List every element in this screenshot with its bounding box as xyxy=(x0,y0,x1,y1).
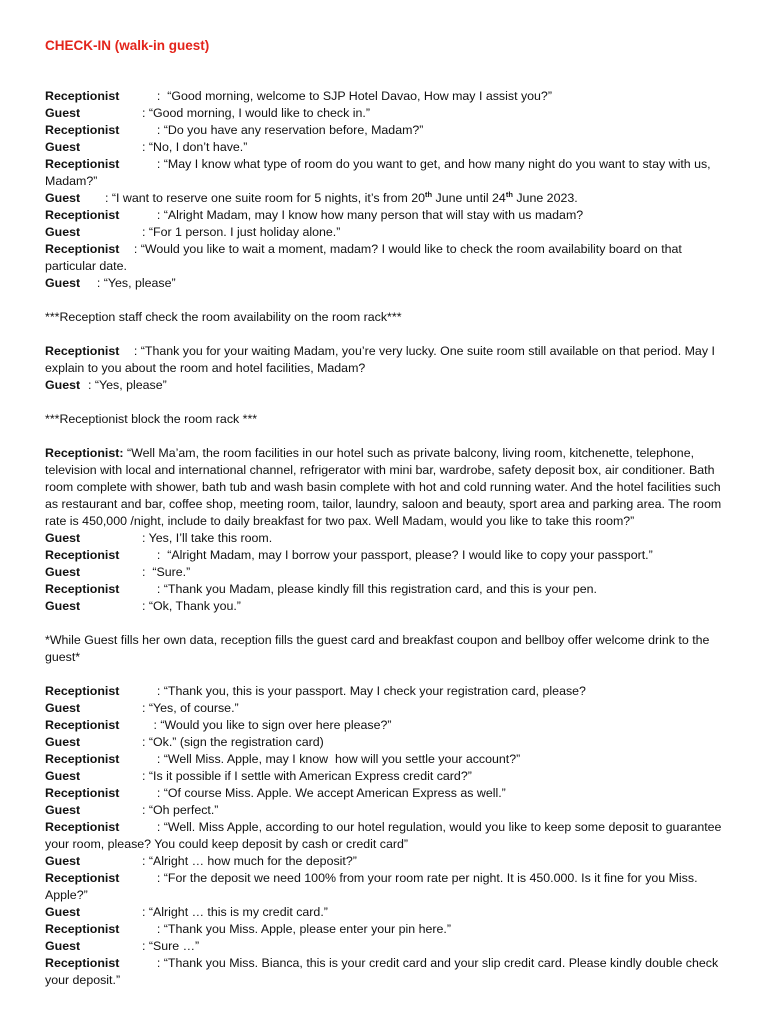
utterance-text: : “Thank you, this is your passport. May I check your registration card, please? xyxy=(150,684,586,698)
dialogue-line xyxy=(45,717,730,734)
speaker-label: Guest xyxy=(45,803,81,817)
speaker-label: Guest xyxy=(45,106,81,120)
utterance-text: : “Good morning, I would like to check in.” xyxy=(142,106,370,120)
dialogue-line xyxy=(45,105,730,122)
utterance-text: : “May I know what type of room do you want to get, and how many night do you want to stay with us, Madam?” xyxy=(45,157,715,188)
speaker-label: Guest xyxy=(45,531,81,545)
utterance-text: : “Alright Madam, may I borrow your passport, please? I would like to copy your passport.” xyxy=(150,548,653,562)
stage-direction: *While Guest fills her own data, reception fills the guest card and breakfast coupon and bellboy offer welcome drink to the guest* xyxy=(45,633,710,664)
dialogue-line xyxy=(45,190,730,207)
utterance-text: : “Thank you for your waiting Madam, you’re very lucky. One suite room still available on that period. May I explain to you about the room and hotel facilities, Madam? xyxy=(45,344,719,375)
utterance-text: “Well Ma’am, the room facilities in our hotel such as private balcony, living room, kitchenette, telephone, television with local and international channel, refrigerator with mini bar, wardrobe, safety deposit box, air conditioner. Bath room complete with shower, bath tub and wash basin complete with hot and cold running water. And the hotel facilities such as restaurant and bar, coffee shop, meeting room, tailor, laundry, saloon and beauty, sport area and parking area. The room rate is 450,000 /night, include to daily breakfast for two pax. Well Madam, would you like to take this room?” xyxy=(45,446,725,528)
document-page xyxy=(45,36,730,989)
dialogue-line xyxy=(45,530,730,547)
utterance-text: : “Sure …” xyxy=(142,939,200,953)
blank-line xyxy=(45,326,730,343)
blank-line xyxy=(45,394,730,411)
speaker-label: Receptionist xyxy=(45,786,120,800)
speaker-label: Guest xyxy=(45,140,81,154)
blank-line xyxy=(45,666,730,683)
speaker-label: Guest xyxy=(45,905,81,919)
ordinal-suffix: th xyxy=(505,189,513,199)
dialogue-line xyxy=(45,751,730,768)
speaker-label: Receptionist xyxy=(45,208,120,222)
dialogue-line xyxy=(45,122,730,139)
dialogue-line xyxy=(45,156,730,190)
speaker-label: Receptionist xyxy=(45,718,120,732)
dialogue-line xyxy=(45,547,730,564)
dialogue-line xyxy=(45,139,730,156)
blank-line xyxy=(45,615,730,632)
speaker-label: Receptionist xyxy=(45,89,120,103)
dialogue-line xyxy=(45,921,730,938)
utterance-text: : “Sure.” xyxy=(142,565,191,579)
utterance-text: : “Do you have any reservation before, Madam?” xyxy=(150,123,424,137)
blank-line xyxy=(45,428,730,445)
dialogue-line xyxy=(45,853,730,870)
dialogue-line xyxy=(45,904,730,921)
speaker-label: Receptionist xyxy=(45,922,120,936)
dialogue-line xyxy=(45,598,730,615)
dialogue-line xyxy=(45,734,730,751)
utterance-text: : “Yes, please” xyxy=(88,378,167,392)
speaker-label: Guest xyxy=(45,378,81,392)
dialogue-line xyxy=(45,343,730,377)
ordinal-suffix: th xyxy=(425,189,433,199)
utterance-text: : “Ok.” (sign the registration card) xyxy=(142,735,324,749)
utterance-text: : “Well. Miss Apple, according to our hotel regulation, would you like to keep some deposit to guarantee your room, please? You could keep deposit by cash or credit card” xyxy=(45,820,729,851)
speaker-label: Receptionist xyxy=(45,956,120,970)
utterance-text: : “Well Miss. Apple, may I know how will you settle your account?” xyxy=(150,752,521,766)
speaker-label: Receptionist xyxy=(45,242,120,256)
dialogue-line xyxy=(45,275,730,292)
speaker-label: Receptionist: xyxy=(45,446,124,460)
dialogue-body xyxy=(45,71,730,989)
blank-line xyxy=(45,292,730,309)
speaker-label: Guest xyxy=(45,191,81,205)
speaker-label: Guest xyxy=(45,701,81,715)
utterance-text: : “Alright … this is my credit card.” xyxy=(142,905,328,919)
utterance-text: : “Yes, of course.” xyxy=(142,701,239,715)
speaker-label: Guest xyxy=(45,565,81,579)
utterance-text: : “Alright … how much for the deposit?” xyxy=(142,854,357,868)
utterance-text: : “Good morning, welcome to SJP Hotel Davao, How may I assist you?” xyxy=(150,89,552,103)
speaker-label: Guest xyxy=(45,854,81,868)
utterance-text: : “Ok, Thank you.” xyxy=(142,599,241,613)
speaker-label: Guest xyxy=(45,276,81,290)
utterance-text: : “Would you like to wait a moment, madam? I would like to check the room availability board on that particular date. xyxy=(45,242,686,273)
speaker-label: Receptionist xyxy=(45,157,120,171)
dialogue-line xyxy=(45,683,730,700)
utterance-text: : “Thank you Miss. Apple, please enter your pin here.” xyxy=(150,922,451,936)
speaker-label: Guest xyxy=(45,735,81,749)
speaker-label: Receptionist xyxy=(45,582,120,596)
speaker-label: Receptionist xyxy=(45,548,120,562)
stage-direction: ***Receptionist block the room rack *** xyxy=(45,412,258,426)
page-title: CHECK-IN (walk-in guest) xyxy=(45,38,210,53)
dialogue-line xyxy=(45,785,730,802)
dialogue-line xyxy=(45,955,730,989)
speaker-label: Guest xyxy=(45,225,81,239)
dialogue-line xyxy=(45,445,730,530)
speaker-label: Receptionist xyxy=(45,752,120,766)
dialogue-line xyxy=(45,938,730,955)
utterance-text: : “Thank you Miss. Bianca, this is your credit card and your slip credit card. Please kindly double check your deposit.” xyxy=(45,956,722,987)
utterance-text: : “Is it possible if I settle with American Express credit card?” xyxy=(142,769,472,783)
speaker-label: Guest xyxy=(45,769,81,783)
dialogue-line xyxy=(45,564,730,581)
dialogue-line xyxy=(45,819,730,853)
blank-line xyxy=(45,71,730,88)
utterance-text: : “Of course Miss. Apple. We accept American Express as well.” xyxy=(150,786,506,800)
utterance-text: : Yes, I’ll take this room. xyxy=(142,531,273,545)
utterance-text: : “Thank you Madam, please kindly fill this registration card, and this is your pen. xyxy=(150,582,597,596)
stage-direction: ***Reception staff check the room availability on the room rack*** xyxy=(45,310,402,324)
dialogue-line xyxy=(45,207,730,224)
utterance-text: : “For 1 person. I just holiday alone.” xyxy=(142,225,341,239)
utterance-text: : “I want to reserve one suite room for 5 nights, it’s from 20th June until 24th June 2023. xyxy=(105,189,578,205)
dialogue-line xyxy=(45,377,730,394)
speaker-label: Receptionist xyxy=(45,820,120,834)
dialogue-line xyxy=(45,870,730,904)
utterance-text: : “Alright Madam, may I know how many person that will stay with us madam? xyxy=(150,208,584,222)
utterance-text: : “Would you like to sign over here please?” xyxy=(150,718,392,732)
dialogue-line xyxy=(45,241,730,275)
speaker-label: Receptionist xyxy=(45,871,120,885)
utterance-text: : “Yes, please” xyxy=(90,276,176,290)
dialogue-line xyxy=(45,88,730,105)
utterance-text: : “No, I don’t have.” xyxy=(142,140,248,154)
speaker-label: Guest xyxy=(45,939,81,953)
utterance-text: : “For the deposit we need 100% from your room rate per night. It is 450.000. Is it fine for you Miss. Apple?” xyxy=(45,871,701,902)
speaker-label: Receptionist xyxy=(45,123,120,137)
dialogue-line xyxy=(45,224,730,241)
utterance-text: : “Oh perfect.” xyxy=(142,803,219,817)
speaker-label: Receptionist xyxy=(45,684,120,698)
speaker-label: Receptionist xyxy=(45,344,120,358)
speaker-label: Guest xyxy=(45,599,81,613)
dialogue-line xyxy=(45,768,730,785)
dialogue-line xyxy=(45,700,730,717)
dialogue-line xyxy=(45,802,730,819)
dialogue-line xyxy=(45,581,730,598)
